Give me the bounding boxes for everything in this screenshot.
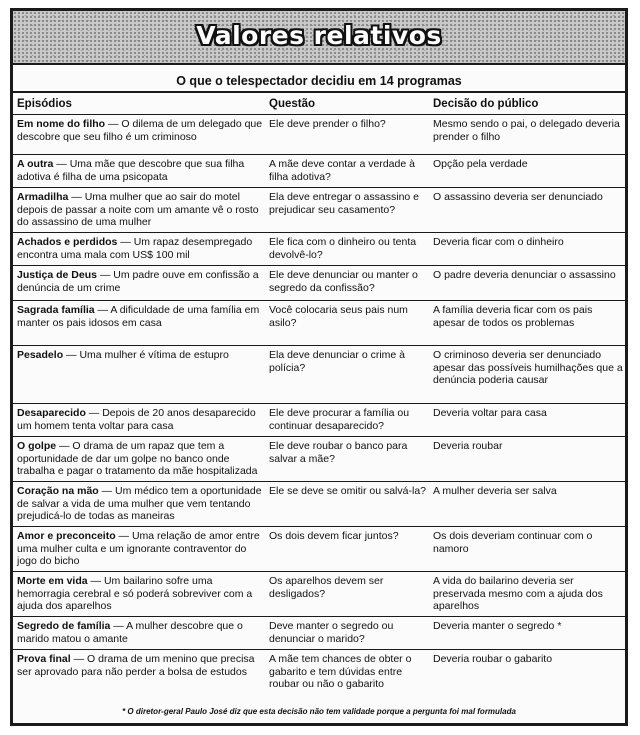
- table-row: [13, 527, 625, 572]
- table-row: [13, 155, 625, 188]
- episode-description: — Uma mãe que descobre que sua filha adotiva é filha de uma psicopata: [17, 158, 245, 183]
- episode-description: — Um rapaz desempregado encontra uma mala com US$ 100 mil: [17, 236, 253, 261]
- decision-cell: A vida do bailarino deveria ser preservada mesmo com a ajuda dos aparelhos: [433, 575, 603, 612]
- episode-cell: [17, 575, 265, 613]
- decision-cell: Deveria manter o segredo *: [433, 620, 562, 632]
- episode-title: Sagrada família: [17, 304, 95, 316]
- decision-cell: Deveria roubar o gabarito: [433, 653, 553, 665]
- title-band: [13, 11, 625, 65]
- question-cell: Ela deve denunciar o crime à polícia?: [269, 349, 405, 374]
- episode-cell: [17, 485, 265, 523]
- table-row: [13, 650, 625, 699]
- decision-cell: O assassino deveria ser denunciado: [433, 191, 603, 203]
- episode-title: Armadilha: [17, 191, 69, 203]
- article-table: [10, 8, 628, 726]
- table-row: [13, 572, 625, 617]
- table-row: [13, 482, 625, 527]
- episode-title: Amor e preconceito: [17, 530, 116, 542]
- table-row: [13, 266, 625, 301]
- footnote: * O diretor-geral Paulo José diz que esta decisão não tem validade porque a pergunta foi mal formulada: [122, 707, 516, 716]
- episode-description: — Depois de 20 anos desaparecido um homem tenta voltar para casa: [17, 407, 256, 432]
- episode-title: Pesadelo: [17, 349, 64, 361]
- table-row: [13, 437, 625, 482]
- column-headers: [13, 95, 625, 115]
- question-cell: Você colocaria seus pais num asilo?: [269, 304, 408, 329]
- episode-description: — O drama de um menino que precisa ser aprovado para não perder a bolsa de estudos: [17, 653, 255, 678]
- table-row: [13, 188, 625, 233]
- episode-description: — Uma relação de amor entre uma mulher culta e um ignorante contraventor do jogo do bicho: [17, 530, 260, 567]
- episode-cell: [17, 118, 265, 143]
- article-title: Valores relativos: [196, 21, 442, 50]
- question-cell: Ela deve entregar o assassino e prejudicar seu casamento?: [269, 191, 420, 216]
- decision-cell: Deveria voltar para casa: [433, 407, 547, 419]
- episode-description: — Um médico tem a oportunidade de salvar a vida de uma mulher que vem tentando prejudicá-lo de todas as maneiras: [17, 485, 262, 522]
- episode-title: Em nome do filho: [17, 118, 106, 130]
- decision-cell: O padre deveria denunciar o assassino: [433, 269, 616, 281]
- episode-cell: [17, 191, 265, 229]
- table-row: [13, 346, 625, 404]
- decision-cell: Os dois deveriam continuar com o namoro: [433, 530, 593, 555]
- episode-description: — Um padre ouve em confissão a denúncia de um crime: [17, 269, 259, 294]
- episode-description: — Uma mulher é vítima de estupro: [63, 349, 229, 361]
- episode-cell: [17, 530, 265, 568]
- table-body: [13, 115, 625, 699]
- question-cell: Ele deve roubar o banco para salvar a mãe?: [269, 440, 408, 465]
- episode-title: Prova final: [17, 653, 71, 665]
- episode-title: A outra: [17, 158, 54, 170]
- episode-description: — O dilema de um delegado que descobre que seu filho é um criminoso: [17, 118, 263, 143]
- episode-title: Desaparecido: [17, 407, 86, 419]
- decision-cell: A mulher deveria ser salva: [433, 485, 557, 497]
- decision-cell: Opção pela verdade: [433, 158, 528, 170]
- decision-cell: Mesmo sendo o pai, o delegado deveria prender o filho: [433, 118, 620, 143]
- table-row: [13, 301, 625, 346]
- episode-title: Morte em vida: [17, 575, 88, 587]
- episode-description: — O drama de um rapaz que tem a oportunidade de dar um golpe no banco onde trabalha e pagar o tratamento da mãe hospitalizada: [17, 440, 258, 477]
- episode-title: Achados e perdidos: [17, 236, 118, 248]
- episode-cell: [17, 440, 265, 478]
- episode-cell: [17, 349, 265, 362]
- episode-title: Justiça de Deus: [17, 269, 97, 281]
- episode-description: — A dificuldade de uma família em manter os pais idosos em casa: [17, 304, 260, 329]
- decision-cell: O criminoso deveria ser denunciado apesar das possíveis humilhações que a denúncia poderia causar: [433, 349, 623, 386]
- table-subtitle: O que o telespectador decidiu em 14 programas: [13, 69, 625, 93]
- header-episodes: Episódios: [17, 98, 72, 110]
- question-cell: Ele fica com o dinheiro ou tenta devolvê-lo?: [269, 236, 417, 261]
- question-cell: Os aparelhos devem ser desligados?: [269, 575, 384, 600]
- episode-cell: [17, 236, 265, 261]
- table-row: [13, 115, 625, 155]
- episode-cell: [17, 269, 265, 294]
- table-row: [13, 233, 625, 266]
- question-cell: Ele se deve se omitir ou salvá-la?: [269, 485, 426, 497]
- episode-description: — Uma mulher que ao sair do motel depois de passar a noite com um amante vê o rosto do assassino de uma mulher: [17, 191, 259, 228]
- question-cell: Ele deve denunciar ou manter o segredo da confissão?: [269, 269, 418, 294]
- episode-cell: [17, 620, 265, 645]
- question-cell: Ele deve procurar a família ou continuar desaparecido?: [269, 407, 410, 432]
- question-cell: Os dois devem ficar juntos?: [269, 530, 399, 542]
- decision-cell: A família deveria ficar com os pais apesar de todos os problemas: [433, 304, 593, 329]
- episode-title: Coração na mão: [17, 485, 99, 497]
- episode-cell: [17, 653, 265, 678]
- episode-description: — A mulher descobre que o marido matou o amante: [17, 620, 243, 645]
- question-cell: A mãe deve contar a verdade à filha adotiva?: [269, 158, 415, 183]
- header-decision: Decisão do público: [433, 98, 539, 110]
- episode-cell: [17, 158, 265, 183]
- table-row: [13, 404, 625, 437]
- decision-cell: Deveria roubar: [433, 440, 503, 452]
- question-cell: A mãe tem chances de obter o gabarito e tem dúvidas entre roubar ou não o gabarito: [269, 653, 412, 690]
- episode-cell: [17, 407, 265, 432]
- question-cell: Deve manter o segredo ou denunciar o marido?: [269, 620, 394, 645]
- question-cell: Ele deve prender o filho?: [269, 118, 386, 130]
- episode-title: O golpe: [17, 440, 57, 452]
- episode-title: Segredo de família: [17, 620, 111, 632]
- header-question: Questão: [269, 98, 316, 110]
- decision-cell: Deveria ficar com o dinheiro: [433, 236, 564, 248]
- episode-description: — Um bailarino sofre uma hemorragia cerebral e só poderá sobreviver com a ajuda dos aparelhos: [17, 575, 253, 612]
- table-row: [13, 617, 625, 650]
- episode-cell: [17, 304, 265, 329]
